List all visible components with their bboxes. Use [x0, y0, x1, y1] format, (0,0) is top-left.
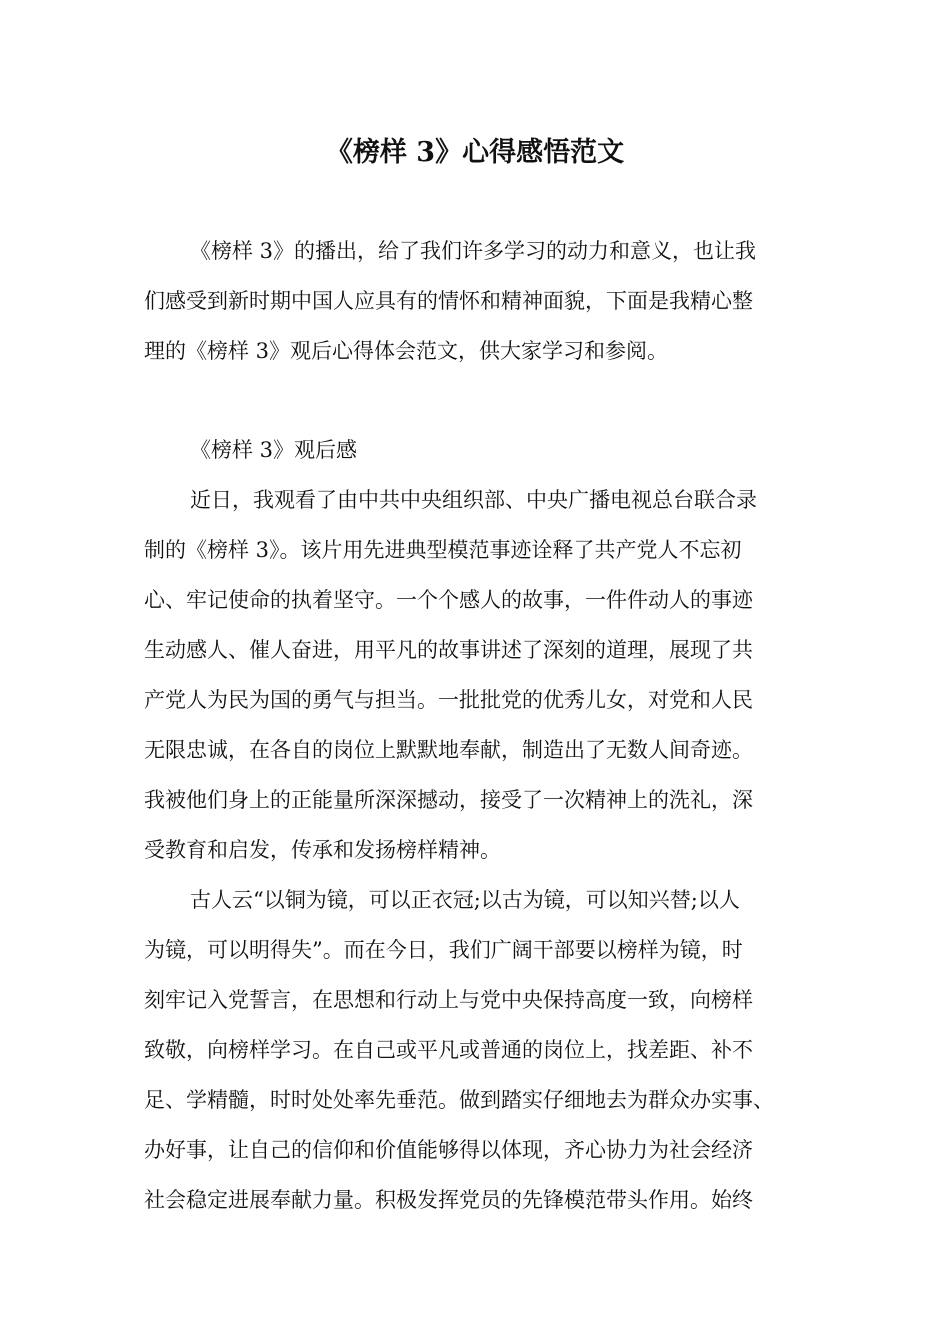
para2-line-3: 刻牢记入党誓言，在思想和行动上与党中央保持高度一致，向榜样 — [144, 988, 753, 1012]
para2-line-6: 办好事，让自己的信仰和价值能够得以体现，齐心协力为社会经济 — [144, 1138, 753, 1162]
para1-line-2: 制的《榜样 3》。该片用先进典型模范事迹诠释了共产党人不忘初 — [144, 538, 742, 562]
para2-line-5: 足、学精髓，时时处处率先垂范。做到踏实仔细地去为群众办实事、 — [144, 1088, 774, 1112]
para1-line-4: 生动感人、催人奋进，用平凡的故事讲述了深刻的道理，展现了共 — [144, 638, 753, 662]
intro-line-1: 《榜样 3》的播出，给了我们许多学习的动力和意义，也让我 — [190, 239, 757, 263]
subheading: 《榜样 3》观后感 — [190, 438, 358, 462]
para2-line-4: 致敬，向榜样学习。在自己或平凡或普通的岗位上，找差距、补不 — [144, 1038, 753, 1062]
para1-line-7: 我被他们身上的正能量所深深撼动，接受了一次精神上的洗礼，深 — [144, 788, 753, 812]
para1-line-6: 无限忠诚，在各自的岗位上默默地奉献，制造出了无数人间奇迹。 — [144, 738, 753, 762]
intro-line-3: 理的《榜样 3》观后心得体会范文，供大家学习和参阅。 — [144, 339, 669, 363]
para2-line-7: 社会稳定进展奉献力量。积极发挥党员的先锋模范带头作用。始终 — [144, 1188, 753, 1212]
para1-line-8: 受教育和启发，传承和发扬榜样精神。 — [144, 838, 501, 862]
para2-line-1: 古人云“以铜为镜，可以正衣冠;以古为镜，可以知兴替;以人 — [190, 888, 740, 912]
para1-line-1: 近日，我观看了由中共中央组织部、中央广播电视总台联合录 — [190, 488, 757, 512]
intro-line-2: 们感受到新时期中国人应具有的情怀和精神面貌，下面是我精心整 — [144, 289, 753, 313]
para1-line-5: 产党人为民为国的勇气与担当。一批批党的优秀儿女，对党和人民 — [144, 688, 753, 712]
document-title: 《榜样 3》心得感悟范文 — [325, 137, 625, 168]
para2-line-2: 为镜，可以明得失”。而在今日，我们广阔干部要以榜样为镜，时 — [144, 938, 743, 962]
para1-line-3: 心、牢记使命的执着坚守。一个个感人的故事，一件件动人的事迹 — [144, 588, 753, 612]
